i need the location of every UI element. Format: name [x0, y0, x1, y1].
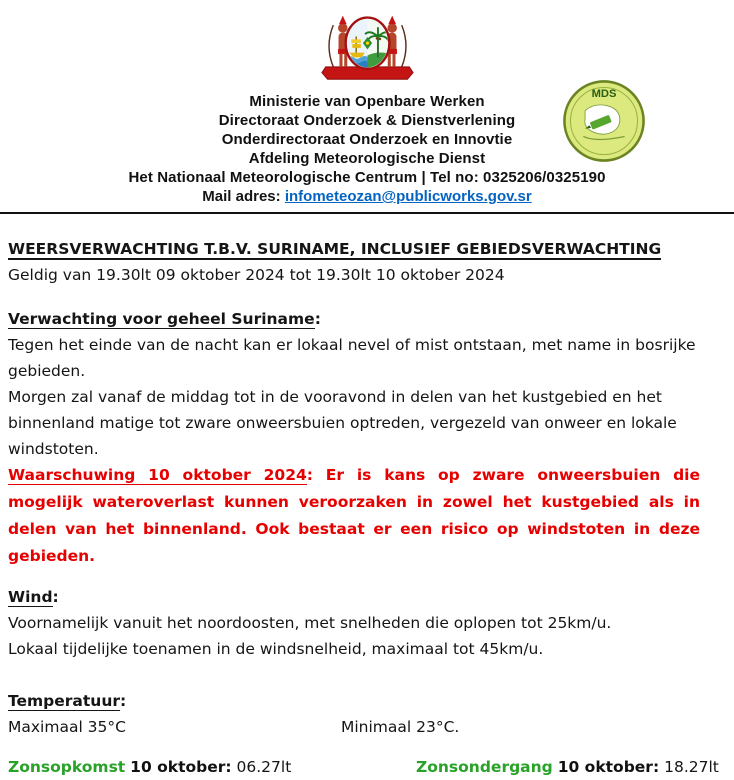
sun-times-row	[8, 754, 726, 780]
wind-line-2: Lokaal tijdelijke toenamen in de windsnelheid, maximaal tot 45km/u.	[8, 640, 544, 658]
email-link[interactable]: infometeozan@publicworks.gov.sr	[284, 188, 532, 205]
sunset-label: Zonsondergang	[416, 758, 553, 776]
sunrise-time: 06.27lt	[236, 758, 292, 776]
header-org-line: Afdeling Meteorologische Dienst	[248, 150, 486, 167]
forecast-paragraph-1: Tegen het einde van de nacht kan er lokaal nevel of mist ontstaan, met name in bosrijke gebieden.	[8, 336, 696, 380]
warning-heading: Waarschuwing 10 oktober 2024	[8, 466, 307, 484]
mail-label: Mail adres:	[202, 188, 281, 205]
forecast-paragraph-2: Morgen zal vanaf de middag tot in de vooravond in delen van het kustgebied en het binnenland matige tot zware onweersbuien optreden, vergezeld van onweer en lokale windstoten.	[8, 388, 677, 458]
bulletin-body	[0, 236, 734, 780]
wind-heading: Wind:	[8, 588, 59, 606]
sunset-date: 10 oktober:	[557, 758, 660, 776]
sunrise-group	[8, 754, 416, 780]
warning-paragraph	[8, 462, 700, 570]
temperature-min: Minimaal 23°C.	[341, 718, 460, 736]
sunset-time: 18.27lt	[664, 758, 719, 776]
mds-logo-text: MDS	[591, 87, 617, 100]
header-org-line: Het Nationaal Meteorologische Centrum | Tel no: 0325206/0325190	[128, 169, 606, 186]
header-org-line: Onderdirectoraat Onderzoek en Innovtie	[221, 131, 513, 148]
mds-logo-svg	[558, 78, 650, 164]
validity-line: Geldig van 19.30lt 09 oktober 2024 tot 19.30lt 10 oktober 2024	[8, 266, 505, 284]
forecast-heading: Verwachting voor geheel Suriname:	[8, 310, 321, 328]
document-header	[0, 0, 734, 206]
wind-line-1: Voornamelijk vanuit het noordoosten, met snelheden die oplopen tot 25km/u.	[8, 614, 612, 632]
header-org-line: Ministerie van Openbare Werken	[249, 93, 485, 110]
suriname-coat-of-arms-icon	[320, 8, 415, 84]
warning-text: : Er is kans op zware onweersbuien die mogelijk wateroverlast kunnen veroorzaken in zowel het kustgebied als in delen van het binnenland. Ook bestaat er een risico op windstoten in deze gebieden.	[8, 466, 700, 565]
report-title: WEERSVERWACHTING T.B.V. SURINAME, INCLUSIEF GEBIEDSVERWACHTING	[8, 240, 662, 258]
mds-logo-icon	[558, 78, 650, 164]
temperature-max: Maximaal 35°C	[8, 718, 126, 736]
mail-line	[0, 187, 734, 206]
coat-of-arms-svg	[320, 8, 415, 84]
sunrise-label: Zonsopkomst	[8, 758, 126, 776]
temperature-row	[8, 714, 726, 740]
header-org-line: Directoraat Onderzoek & Dienstverlening	[218, 112, 516, 129]
temperature-heading: Temperatuur:	[8, 692, 127, 710]
sunset-group	[416, 754, 719, 780]
sunrise-date: 10 oktober:	[130, 758, 232, 776]
header-divider	[0, 212, 734, 214]
